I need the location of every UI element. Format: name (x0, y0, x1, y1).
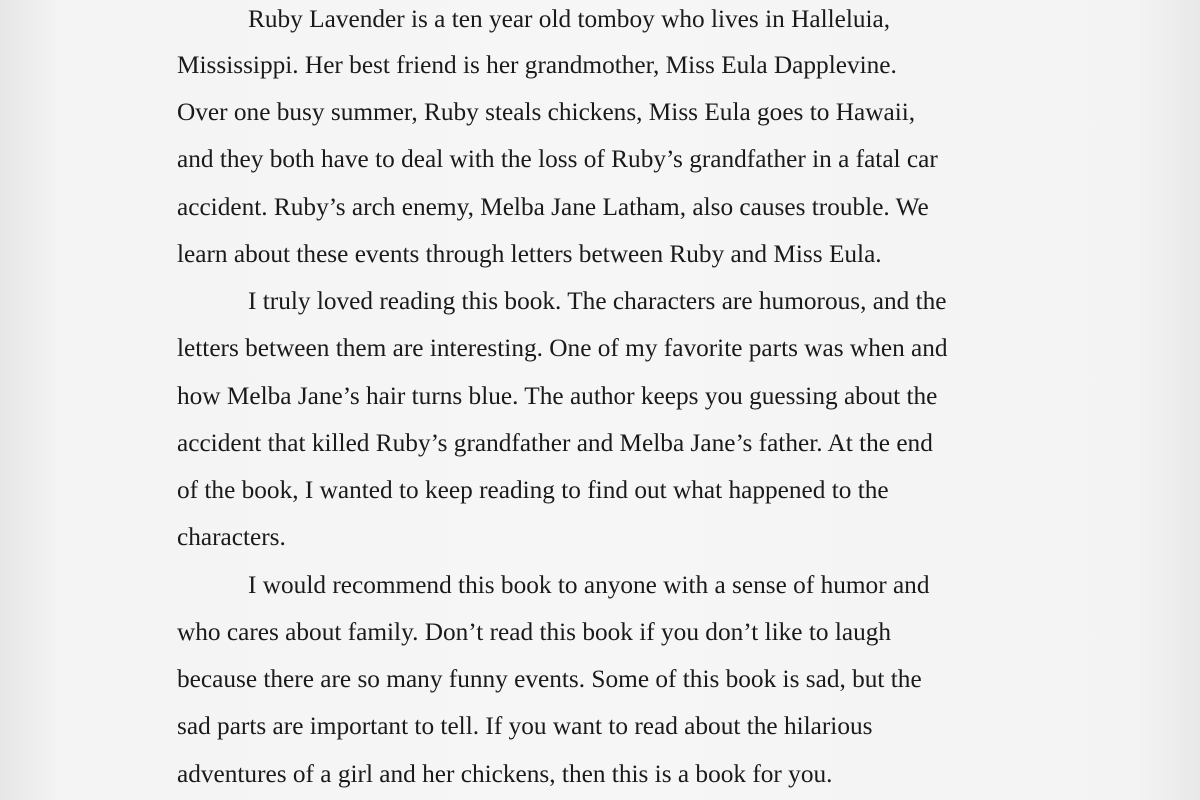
paragraph-3-line-1: I would recommend this book to anyone with a sense of humor and (248, 571, 930, 599)
paragraph-3-line-3: because there are so many funny events. Some of this book is sad, but the (177, 665, 922, 693)
paragraph-2-line-2: letters between them are interesting. One of my favorite parts was when and (177, 334, 948, 362)
paragraph-1-line-6: learn about these events through letters between Ruby and Miss Eula. (177, 240, 882, 268)
paragraph-2-line-3: how Melba Jane’s hair turns blue. The author keeps you guessing about the (177, 382, 938, 410)
paragraph-1-line-5: accident. Ruby’s arch enemy, Melba Jane Latham, also causes trouble. We (177, 193, 929, 221)
paragraph-3-line-4: sad parts are important to tell. If you want to read about the hilarious (177, 712, 873, 740)
paragraph-3-line-2: who cares about family. Don’t read this book if you don’t like to laugh (177, 618, 892, 646)
paragraph-1-line-2: Mississippi. Her best friend is her grandmother, Miss Eula Dapplevine. (177, 51, 897, 79)
paragraph-1-line-3: Over one busy summer, Ruby steals chickens, Miss Eula goes to Hawaii, (177, 98, 916, 126)
paragraph-2-line-5: of the book, I wanted to keep reading to find out what happened to the (177, 476, 889, 504)
paragraph-3-line-5: adventures of a girl and her chickens, then this is a book for you. (177, 760, 833, 788)
paragraph-1-line-4: and they both have to deal with the loss of Ruby’s grandfather in a fatal car (177, 145, 938, 173)
paragraph-2-line-4: accident that killed Ruby’s grandfather and Melba Jane’s father. At the end (177, 429, 933, 457)
paragraph-1-line-1: Ruby Lavender is a ten year old tomboy who lives in Halleluia, (248, 5, 891, 33)
paragraph-2-line-1: I truly loved reading this book. The characters are humorous, and the (248, 287, 947, 315)
paragraph-2-line-6: characters. (177, 523, 286, 551)
